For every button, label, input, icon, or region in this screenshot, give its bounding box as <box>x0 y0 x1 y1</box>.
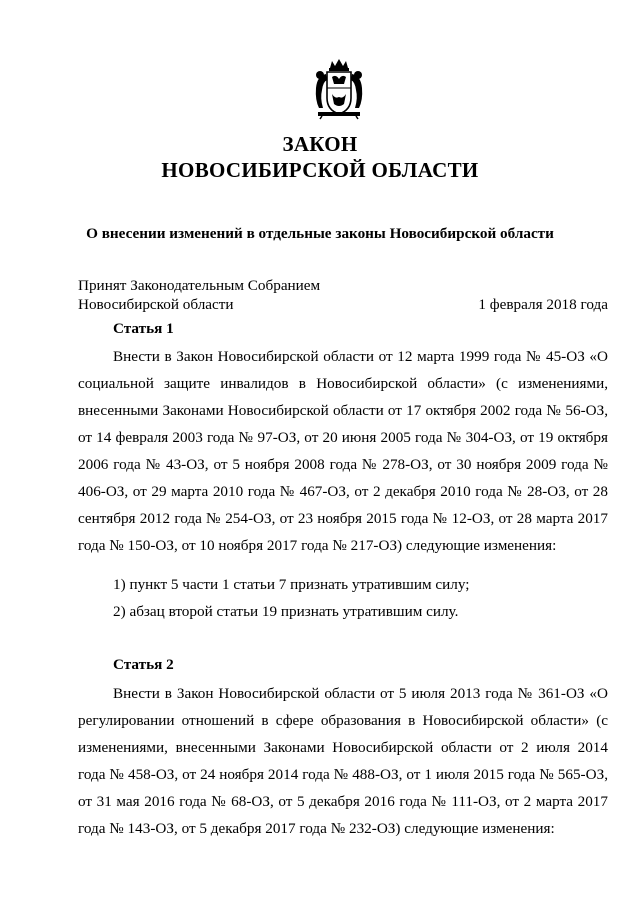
article-1-item-1: 1) пункт 5 части 1 статьи 7 признать утратившим силу; <box>113 576 470 593</box>
law-subject: О внесении изменений в отдельные законы Новосибирской области <box>86 225 554 242</box>
document-title-line1: ЗАКОН <box>282 132 358 156</box>
coat-of-arms-icon <box>310 58 368 120</box>
adopted-by-line1: Принят Законодательным Собранием <box>78 277 321 294</box>
article-1-heading: Статья 1 <box>113 320 174 337</box>
adoption-date: 1 февраля 2018 года <box>478 296 608 313</box>
article-1-item-2: 2) абзац второй статьи 19 признать утратившим силу. <box>113 603 459 620</box>
article-2-heading: Статья 2 <box>113 656 174 673</box>
adopted-by-line2: Новосибирской области <box>78 296 234 313</box>
document-title-line2: НОВОСИБИРСКОЙ ОБЛАСТИ <box>161 158 479 182</box>
adoption-block <box>78 276 608 314</box>
article-2-paragraph: Внести в Закон Новосибирской области от 5 июля 2013 года № 361-ОЗ «О регулировании отношений в сфере образования в Новосибирской области» (с изменениями, внесенными Законами Новосибирской области от 2 июля 2014 года № 458-ОЗ, от 24 ноября 2014 года № 488-ОЗ, от 1 июля 2015 года № 565-ОЗ, от 31 мая 2016 года № 68-ОЗ, от 5 декабря 2016 года № 111-ОЗ, от 2 марта 2017 года № 143-ОЗ, от 5 декабря 2017 года № 232-ОЗ) следующие изменения: <box>78 685 608 837</box>
article-1-paragraph: Внести в Закон Новосибирской области от 12 марта 1999 года № 45-ОЗ «О социальной защите инвалидов в Новосибирской области» (с изменениями, внесенными Законами Новосибирской области от 17 октября 2002 года № 56-ОЗ, от 14 февраля 2003 года № 97-ОЗ, от 20 июня 2005 года № 304-ОЗ, от 19 октября 2006 года № 43-ОЗ, от 5 ноября 2008 года № 278-ОЗ, от 30 ноября 2009 года № 406-ОЗ, от 29 марта 2010 года № 467-ОЗ, от 2 декабря 2010 года № 28-ОЗ, от 28 сентября 2012 года № 254-ОЗ, от 23 ноября 2015 года № 12-ОЗ, от 28 марта 2017 года № 150-ОЗ, от 10 ноября 2017 года № 217-ОЗ) следующие изменения: <box>78 348 608 554</box>
